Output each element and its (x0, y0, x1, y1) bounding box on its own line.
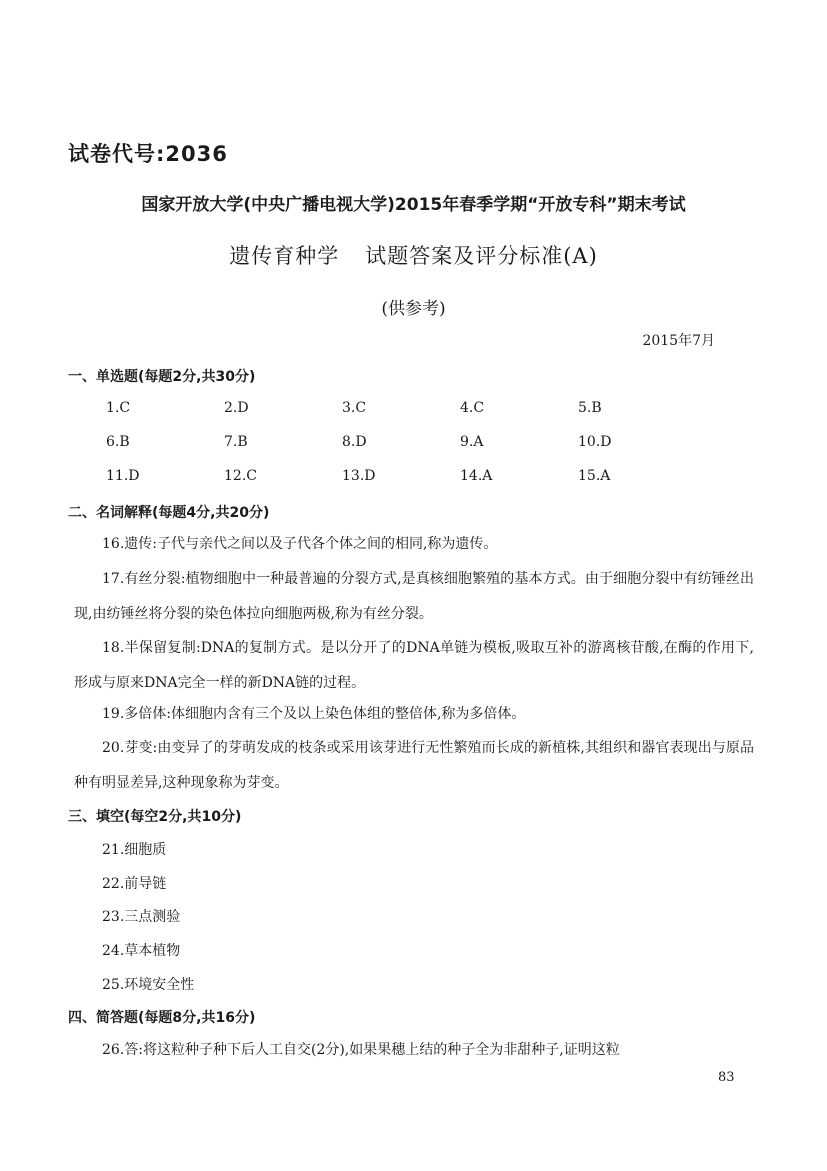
fill-answer: 24.草本植物 (102, 943, 181, 959)
section-heading-2: 二、名词解释(每题4分,共20分) (68, 505, 270, 521)
answer-item: 1.C (106, 400, 131, 416)
answer-item: 9.A (460, 434, 484, 450)
answer-item: 10.D (578, 434, 612, 450)
definition-item: 16.遗传:子代与亲代之间以及子代各个体之间的相同,称为遗传。 (102, 536, 498, 552)
answer-item: 11.D (106, 468, 140, 484)
answer-item: 12.C (224, 468, 257, 484)
fill-answer: 25.环境安全性 (102, 977, 195, 993)
answer-item: 13.D (342, 468, 376, 484)
exam-code: 试卷代号:2036 (68, 142, 228, 166)
definition-item: 18.半保留复制:DNA的复制方式。是以分开了的DNA单链为模板,吸取互补的游离核苷酸,在酶的作用下,形成与原来DNA完全一样的新DNA链的过程。 (74, 640, 754, 691)
title-suffix: 试题答案及评分标准(A) (365, 244, 598, 268)
answer-item: 5.B (578, 400, 602, 416)
fill-answer: 22.前导链 (102, 876, 167, 892)
definition-item: 19.多倍体:体细胞内含有三个及以上染色体组的整倍体,称为多倍体。 (102, 706, 526, 722)
fill-answer: 21.细胞质 (102, 842, 167, 858)
short-answer-item: 26.答:将这粒种子种下后人工自交(2分),如果果穗上结的种子全为非甜种子,证明这粒 (102, 1042, 620, 1058)
exam-name: 国家开放大学(中央广播电视大学)2015年春季学期“开放专科”期末考试 (141, 195, 686, 215)
course-name: 遗传育种学 (229, 244, 340, 268)
answer-item: 8.D (342, 434, 367, 450)
answer-item: 15.A (578, 468, 611, 484)
answer-item: 7.B (224, 434, 248, 450)
definition-item: 20.芽变:由变异了的芽萌发成的枝条或采用该芽进行无性繁殖而长成的新植株,其组织和器官表现出与原品种有明显差异,这种现象称为芽变。 (74, 740, 754, 791)
section-heading-3: 三、填空(每空2分,共10分) (68, 809, 242, 825)
document-title (0, 240, 827, 270)
definition-item: 17.有丝分裂:植物细胞中一种最普遍的分裂方式,是真核细胞繁殖的基本方式。由于细胞分裂中有纺锤丝出现,由纺锤丝将分裂的染色体拉向细胞两极,称为有丝分裂。 (74, 571, 754, 622)
section-heading-4: 四、简答题(每题8分,共16分) (68, 1010, 256, 1026)
document-date: 2015年7月 (642, 333, 715, 349)
answer-item: 2.D (224, 400, 249, 416)
answer-item: 6.B (106, 434, 130, 450)
fill-answer: 23.三点测验 (102, 909, 181, 925)
reference-note: (供参考) (381, 299, 446, 319)
answer-item: 3.C (342, 400, 367, 416)
section-heading-1: 一、单选题(每题2分,共30分) (68, 369, 256, 385)
page-number: 83 (718, 1070, 735, 1085)
answer-item: 14.A (460, 468, 493, 484)
answer-item: 4.C (460, 400, 485, 416)
